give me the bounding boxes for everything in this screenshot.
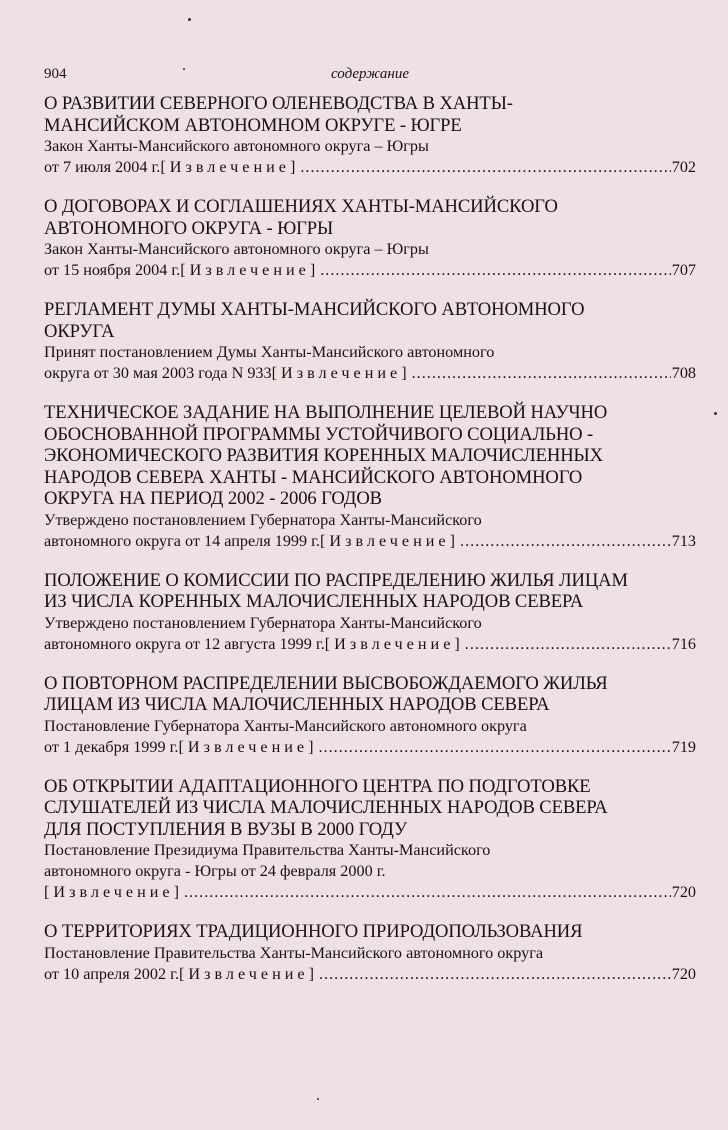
entry-extract-label: [Извлечение] — [324, 634, 464, 653]
contents-entry — [44, 93, 696, 178]
dot-leader — [320, 260, 670, 281]
contents-entry — [44, 921, 696, 985]
entry-title-line: ОБОСНОВАННОЙ ПРОГРАММЫ УСТОЙЧИВОГО СОЦИАЛЬНО - — [44, 423, 594, 445]
entry-title-line: НАРОДОВ СЕВЕРА ХАНТЫ - МАНСИЙСКОГО АВТОНОМНОГО — [44, 466, 583, 488]
dot-leader — [300, 157, 670, 178]
entry-extract-label: [Извлечение] — [160, 158, 300, 176]
entry-extract-label: [Извлечение] — [271, 364, 411, 382]
running-title: содержание — [331, 66, 409, 82]
entry-title-line: ЭКОНОМИЧЕСКОГО РАЗВИТИЯ КОРЕННЫХ МАЛОЧИСЛЕННЫХ — [44, 445, 604, 466]
page-number: 904 — [44, 66, 67, 82]
scan-speck — [317, 1098, 319, 1100]
scan-speck — [188, 18, 191, 21]
entry-description-line: Постановление Губернатора Ханты-Мансийского автономного округа — [44, 716, 527, 735]
entry-date-text: от 15 ноября 2004 г. — [44, 261, 181, 279]
entry-title-line: ТЕХНИЧЕСКОЕ ЗАДАНИЕ НА ВЫПОЛНЕНИЕ ЦЕЛЕВОЙ НАУЧНО — [44, 402, 608, 423]
entry-title-line: О РАЗВИТИИ СЕВЕРНОГО ОЛЕНЕВОДСТВА В ХАНТЫ- — [44, 93, 513, 114]
entry-description-line: Закон Ханты-Мансийского автономного округа – Югры — [44, 240, 429, 258]
entry-title-line: О ПОВТОРНОМ РАСПРЕДЕЛЕНИИ ВЫСВОБОЖДАЕМОГО ЖИЛЬЯ — [44, 672, 608, 694]
entry-extract-label: [Извлечение] — [180, 261, 320, 279]
contents-list — [44, 93, 696, 1003]
entry-page-number[interactable]: 713 — [671, 531, 696, 550]
entry-description-line: Закон Ханты-Мансийского автономного округа – Югры — [44, 137, 429, 155]
entry-title-line: МАНСИЙСКОМ АВТОНОМНОМ ОКРУГЕ - ЮГРЕ — [44, 114, 462, 136]
entry-description-line: Постановление Правительства Ханты-Мансийского автономного округа — [44, 943, 544, 962]
entry-page-number[interactable]: 720 — [671, 964, 696, 983]
entry-page-number[interactable]: 702 — [671, 158, 696, 176]
entry-description-line: автономного округа - Югры от 24 февраля 2000 г. — [44, 862, 386, 880]
entry-title-line: ДЛЯ ПОСТУПЛЕНИЯ В ВУЗЫ В 2000 ГОДУ — [44, 818, 408, 840]
entry-description-line: Утверждено постановлением Губернатора Ханты-Мансийского — [44, 613, 482, 632]
running-header — [44, 66, 696, 86]
contents-entry — [44, 299, 696, 384]
entry-date-text: от 7 июля 2004 г. — [44, 158, 161, 176]
entry-extract-label: [Извлечение] — [178, 737, 318, 756]
entry-title-line: РЕГЛАМЕНТ ДУМЫ ХАНТЫ-МАНСИЙСКОГО АВТОНОМНОГО — [44, 299, 585, 320]
entry-title-line: ПОЛОЖЕНИЕ О КОМИССИИ ПО РАСПРЕДЕЛЕНИЮ ЖИЛЬЯ ЛИЦАМ — [44, 569, 628, 591]
entry-title-line: ИЗ ЧИСЛА КОРЕННЫХ МАЛОЧИСЛЕННЫХ НАРОДОВ СЕВЕРА — [44, 591, 584, 612]
dot-leader — [319, 964, 671, 985]
dot-leader — [412, 363, 671, 384]
entry-description-line: Постановление Президиума Правительства Ханты-Мансийского — [44, 841, 491, 859]
entry-extract-label: [Извлечение] — [179, 964, 318, 983]
entry-title-line: О ТЕРРИТОРИЯХ ТРАДИЦИОННОГО ПРИРОДОПОЛЬЗОВАНИЯ — [44, 921, 583, 942]
entry-description-line: Принят постановлением Думы Ханты-Мансийского автономного — [44, 343, 495, 361]
entry-title-line: ОБ ОТКРЫТИИ АДАПТАЦИОННОГО ЦЕНТРА ПО ПОДГОТОВКЕ — [44, 775, 591, 797]
entry-title-line: ОКРУГА НА ПЕРИОД 2002 - 2006 ГОДОВ — [44, 488, 382, 509]
entry-page-number[interactable]: 720 — [671, 883, 696, 901]
contents-entry — [44, 402, 696, 552]
contents-entry — [44, 570, 696, 655]
scan-speck — [714, 412, 717, 415]
entry-page-line — [44, 531, 696, 552]
contents-entry — [44, 776, 696, 904]
entry-date-text: автономного округа от 12 августа 1999 г. — [44, 634, 325, 653]
entry-title-line: ЛИЦАМ ИЗ ЧИСЛА МАЛОЧИСЛЕННЫХ НАРОДОВ СЕВЕРА — [44, 694, 550, 715]
entry-title-line: ОКРУГА — [44, 320, 115, 342]
entry-extract-label: [Извлечение] — [44, 883, 183, 901]
entry-date-text: от 10 апреля 2002 г. — [44, 964, 179, 983]
entry-page-line — [44, 363, 696, 384]
entry-page-line — [44, 964, 696, 985]
entry-date-text: округа от 30 мая 2003 года N 933 — [44, 364, 272, 382]
entry-page-number[interactable]: 708 — [671, 364, 696, 382]
entry-page-line — [44, 157, 696, 178]
entry-page-line — [44, 260, 696, 281]
dot-leader — [184, 882, 671, 903]
entry-date-text: автономного округа от 14 апреля 1999 г. — [44, 531, 321, 550]
entry-title-line: АВТОНОМНОГО ОКРУГА - ЮГРЫ — [44, 217, 334, 239]
contents-entry — [44, 673, 696, 758]
entry-description-line: Утверждено постановлением Губернатора Ханты-Мансийского — [44, 510, 482, 529]
entry-extract-label: [Извлечение] — [320, 531, 460, 550]
entry-page-number[interactable]: 716 — [671, 634, 696, 653]
entry-page-number[interactable]: 719 — [671, 737, 696, 756]
scan-speck — [183, 68, 185, 70]
entry-page-line — [44, 634, 696, 655]
entry-title-line: СЛУШАТЕЛЕЙ ИЗ ЧИСЛА МАЛОЧИСЛЕННЫХ НАРОДОВ СЕВЕРА — [44, 797, 608, 818]
entry-page-line — [44, 737, 696, 758]
contents-entry — [44, 196, 696, 281]
dot-leader — [318, 737, 670, 758]
entry-title-line: О ДОГОВОРАХ И СОГЛАШЕНИЯХ ХАНТЫ-МАНСИЙСКОГО — [44, 196, 558, 217]
entry-page-number[interactable]: 707 — [671, 261, 696, 279]
dot-leader — [465, 634, 671, 655]
dot-leader — [460, 531, 671, 552]
entry-date-text: от 1 декабря 1999 г. — [44, 737, 179, 756]
entry-page-line — [44, 882, 696, 903]
